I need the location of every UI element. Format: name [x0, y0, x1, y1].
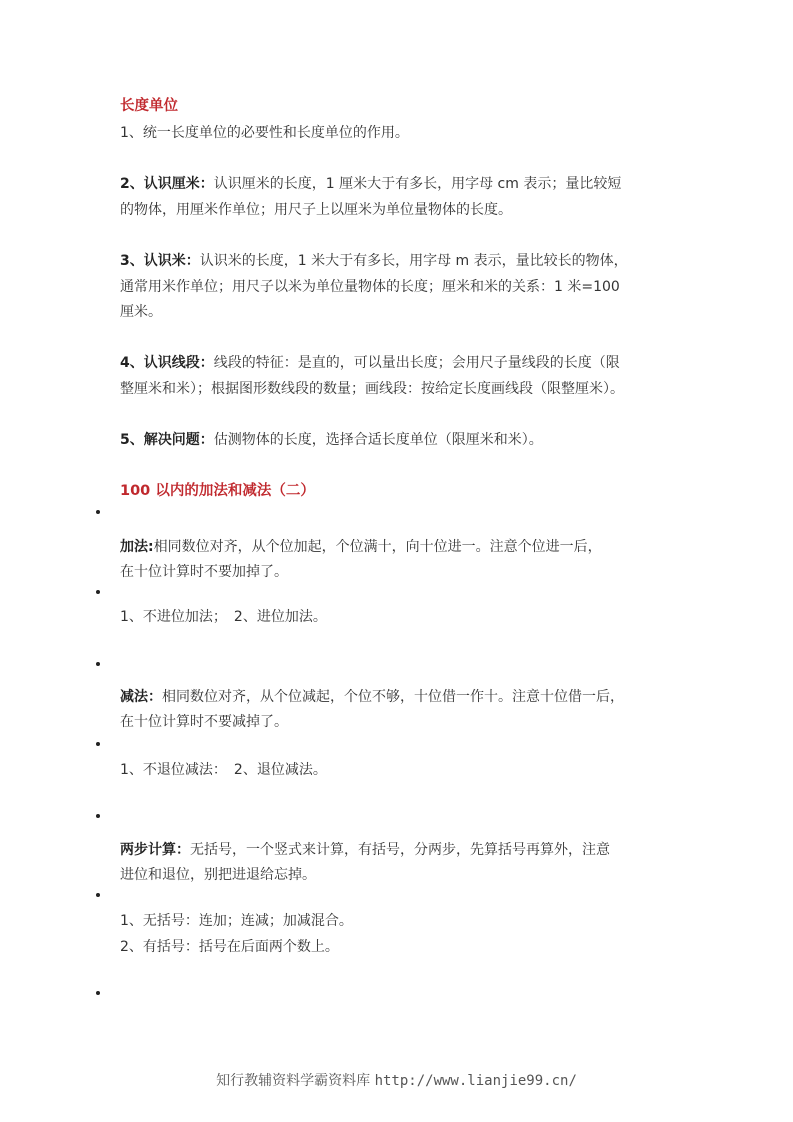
length-item-2-text-1: 认识厘米的长度，1 厘米大于有多长，用字母 cm 表示；量比较短: [213, 176, 622, 192]
bullet-dot: [96, 590, 100, 594]
length-item-4-line-2: 整厘米和米）；根据图形数线段的数量；画线段：按给定长度画线段（限整厘米）。: [120, 381, 624, 397]
length-item-2-label: 2、认识厘米：: [120, 176, 214, 192]
addition-label: 加法:: [120, 539, 154, 555]
two-step-item-2: 2、有括号：括号在后面两个数上。: [120, 939, 339, 955]
bullet-dot: [96, 814, 100, 818]
two-step-text-1: 无括号，一个竖式来计算，有括号，分两步，先算括号再算外，注意: [190, 842, 610, 858]
footer-url[interactable]: http://www.lianjie99.cn/: [374, 1073, 577, 1089]
two-step-line-2: 进位和退位，别把进退给忘掉。: [120, 867, 316, 883]
footer-watermark: [0, 1071, 793, 1091]
bullet-dot: [96, 662, 100, 666]
subtraction-types: 1、不退位减法： 2、退位减法。: [120, 762, 327, 778]
length-item-3-text-1: 认识米的长度，1 米大于有多长，用字母 m 表示，量比较长的物体，: [199, 253, 628, 269]
subtraction-text-1: 相同数位对齐，从个位减起，个位不够，十位借一作十。注意十位借一后，: [162, 689, 624, 705]
length-item-5-line-1: [120, 430, 543, 450]
length-item-5-label: 5、解决问题：: [120, 432, 214, 448]
length-item-3-line-1: [120, 251, 628, 271]
footer-text: 知行教辅资料学霸资料库: [216, 1073, 375, 1089]
bullet-dot: [96, 510, 100, 514]
two-step-label: 两步计算：: [120, 842, 190, 858]
bullet-dot: [96, 742, 100, 746]
length-item-3-line-2: 通常用米作单位；用尺子以米为单位量物体的长度；厘米和米的关系：1 米=100: [120, 279, 620, 295]
addition-line-1: [120, 537, 602, 557]
addition-text-1: 相同数位对齐，从个位加起，个位满十，向十位进一。注意个位进一后，: [153, 539, 602, 555]
section-title-length-units: 长度单位: [120, 98, 178, 114]
bullet-dot: [96, 893, 100, 897]
length-item-2-line-1: [120, 174, 621, 194]
length-item-4-text-1: 线段的特征：是直的，可以量出长度；会用尺子量线段的长度（限: [213, 355, 620, 371]
two-step-item-1: 1、无括号：连加；连减；加减混合。: [120, 913, 353, 929]
two-step-line-1: [120, 840, 610, 860]
subtraction-line-1: [120, 687, 624, 707]
addition-line-2: 在十位计算时不要加掉了。: [120, 564, 288, 580]
section-title-addition-subtraction: 100 以内的加法和减法（二）: [120, 483, 315, 499]
length-item-2-line-2: 的物体，用厘米作单位；用尺子上以厘米为单位量物体的长度。: [120, 202, 512, 218]
length-item-4-line-1: [120, 353, 620, 373]
addition-types: 1、不进位加法； 2、进位加法。: [120, 609, 327, 625]
length-item-3-label: 3、认识米：: [120, 253, 200, 269]
length-item-1: 1、统一长度单位的必要性和长度单位的作用。: [120, 125, 409, 141]
length-item-3-line-3: 厘米。: [120, 304, 162, 320]
length-item-4-label: 4、认识线段：: [120, 355, 214, 371]
bullet-dot: [96, 991, 100, 995]
subtraction-line-2: 在十位计算时不要减掉了。: [120, 714, 288, 730]
length-item-5-text-1: 估测物体的长度，选择合适长度单位（限厘米和米）。: [213, 432, 543, 448]
subtraction-label: 减法：: [120, 689, 162, 705]
